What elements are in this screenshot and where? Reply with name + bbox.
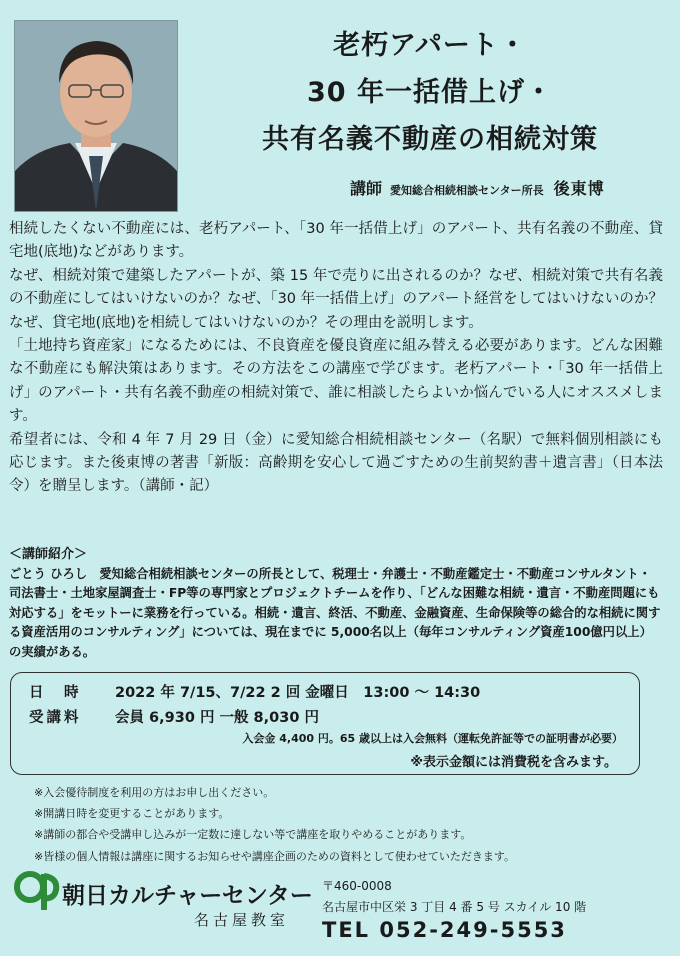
note-item: ※皆様の個人情報は講座に関するお知らせや講座企画のための資料として使わせていただきます。 xyxy=(34,849,516,863)
phone-number: TEL 052-249-5553 xyxy=(322,918,567,942)
lecturer-label: 講師 xyxy=(350,179,383,198)
branch-name: 名古屋教室 xyxy=(194,911,290,929)
lecturer-name: 後東博 xyxy=(553,179,605,198)
description-paragraph: 「土地持ち資産家」になるためには、不良資産を優良資産に組み替える必要があります。どんな困難な不動産にも解決策はあります。その方法をこの講座で学びます。老朽アパート・「30 年一括借上げ」のアパート・共有名義不動産の相続対策で、誰に相談したらよいか悩んでいる人にオススメします。 xyxy=(9,338,663,425)
page-title xyxy=(190,22,670,163)
brand-name: 朝日カルチャーセンター xyxy=(62,883,313,909)
title-line-3: 共有名義不動産の相続対策 xyxy=(262,124,598,155)
lecturer-photo xyxy=(14,20,178,212)
notes-list xyxy=(34,782,515,867)
date-value: 2022 年 7/15、7/22 2 回 金曜日 13:00 ～ 14:30 xyxy=(115,685,481,701)
course-description xyxy=(9,218,663,499)
schedule-fee-row xyxy=(29,706,319,727)
brand-logo-icon xyxy=(14,866,60,916)
description-paragraph: なぜ、相続対策で建築したアパートが、築 15 年で売りに出されるのか？なぜ、相続対策で共有名義の不動産にしてはいけないのか？なぜ、「30 年一括借上げ」のアパート経営をしてはいけないのか？なぜ、貸宅地(底地)を相続してはいけないのか？その理由を説明します。 xyxy=(9,267,663,331)
lecturer-credit xyxy=(350,176,605,199)
description-paragraph: 希望者には、令和 4 年 7 月 29 日（金）に愛知総合相続相談センター（名駅）で無料個別相談にも応じます。また後東博の著書「新版：高齢期を安心して過ごすための生前契約書＋遺言書」（日本法令）を贈呈します。（講師・記） xyxy=(9,431,663,495)
description-paragraph: 相続したくない不動産には、老朽アパート、「30 年一括借上げ」のアパート、共有名義の不動産、貸宅地(底地)などがあります。 xyxy=(9,221,663,261)
title-line-1: 老朽アパート・ xyxy=(333,30,527,61)
fee-value: 会員 6,930 円 一般 8,030 円 xyxy=(115,710,319,726)
intro-heading: ＜講師紹介＞ xyxy=(9,547,88,562)
admission-note: 入会金 4,400 円。65 歳以上は入会無料（運転免許証等での証明書が必要） xyxy=(242,732,623,745)
postal-code: 〒460-0008 xyxy=(322,879,392,893)
note-item: ※入会優待制度を利用の方はお申し出ください。 xyxy=(34,786,275,799)
schedule-box xyxy=(10,672,640,775)
lecturer-introduction xyxy=(9,545,663,663)
fee-label: 受講料 xyxy=(29,710,82,726)
title-line-2: 30 年一括借上げ・ xyxy=(307,77,553,108)
intro-text: ごとう ひろし 愛知総合相続相談センターの所長として、税理士・弁護士・不動産鑑定士・不動産コンサルタント・司法書士・土地家屋調査士・FP等の専門家とプロジェクトチームを作り、「どんな困難な相続・遺言・不動産問題にも対応する」をモットーに業務を行っている。相続・遺言、終活、不動産、金融資産、生命保険等の総合的な相続に関する資産活用のコンサルティング」については、現在までに 5,000名以上（毎年コンサルティング資産100億円以上）の実績がある。 xyxy=(9,566,661,659)
schedule-date-row xyxy=(29,681,480,702)
contact-address xyxy=(322,876,586,918)
tax-note: ※表示金額には消費税を含みます。 xyxy=(410,755,617,770)
note-item: ※開講日時を変更することがあります。 xyxy=(34,807,230,821)
note-item: ※講師の都合や受講申し込みが一定数に達しない等で講座を取りやめることがあります。 xyxy=(34,828,472,842)
date-label: 日 時 xyxy=(29,685,82,701)
address: 名古屋市中区栄 3 丁目 4 番 5 号 スカイル 10 階 xyxy=(322,900,587,914)
lecturer-affiliation: 愛知総合相続相談センター所長 xyxy=(390,184,544,197)
